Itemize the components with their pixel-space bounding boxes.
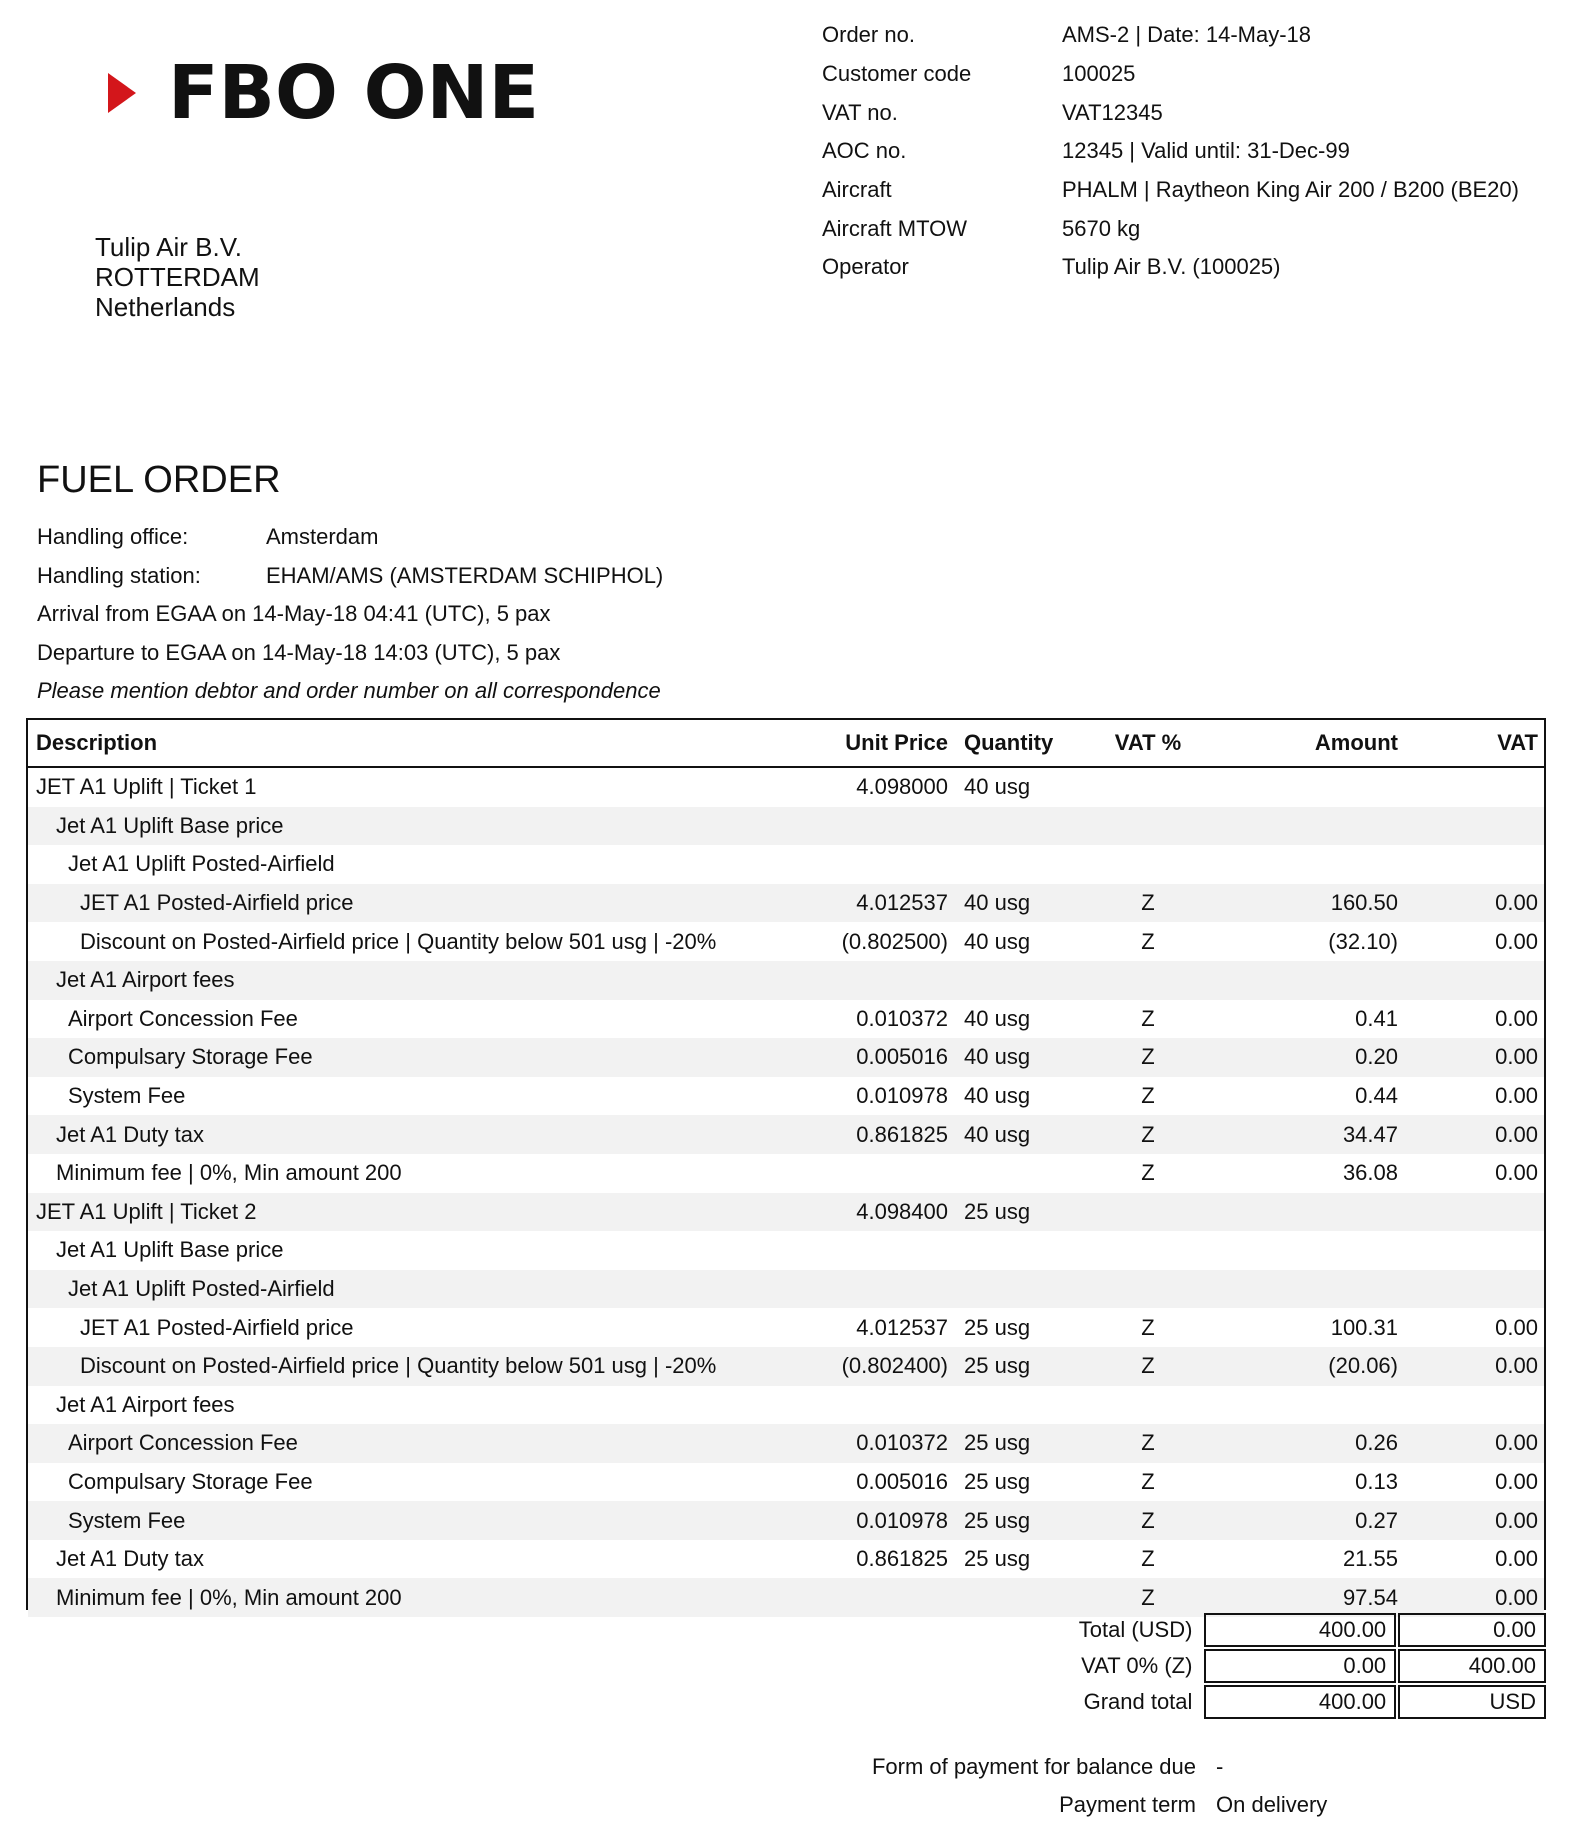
cell-quantity: 25 usg [964,1546,1031,1572]
totals-value-amount: 400.00 [1204,1685,1396,1719]
description-text: Minimum fee | 0%, Min amount 200 [56,1584,402,1610]
info-label: Order no. [822,22,915,48]
table-row [28,1231,1544,1270]
cell-description [28,1469,798,1495]
description-text: Jet A1 Uplift Base price [56,812,284,838]
info-value: 5670 kg [1062,215,1141,241]
table-row [28,1193,1544,1232]
payment-row [26,1748,1546,1786]
totals-value-amount: 400.00 [1204,1613,1396,1647]
table-row [28,1038,1544,1077]
cell-amount: 36.08 [1342,1160,1398,1186]
cell-description [28,1199,798,1225]
table-row [28,1540,1544,1579]
description-text: JET A1 Posted-Airfield price [80,1314,354,1340]
header-unit-price: Unit Price [845,730,948,755]
cell-quantity: 40 usg [964,890,1031,916]
info-row [822,132,1519,171]
cell-amount: (20.06) [1328,1353,1398,1379]
description-text: Jet A1 Duty tax [56,1121,204,1147]
cell-description [28,967,798,993]
info-label: Aircraft MTOW [822,215,968,241]
totals-value-amount: 0.00 [1204,1649,1396,1683]
payment-value: - [1216,1754,1224,1779]
cell-unit-price: 0.010372 [856,1005,948,1031]
cell-description [28,1237,798,1263]
cell-vat-pct: Z [1141,1507,1155,1533]
customer-address [95,232,260,322]
description-text: Jet A1 Uplift Base price [56,1237,284,1263]
info-label: AOC no. [822,138,907,164]
payment-label: Form of payment for balance due [871,1754,1196,1779]
cell-description [28,890,798,916]
cell-unit-price: 4.012537 [856,1314,948,1340]
cell-amount: 97.54 [1342,1584,1398,1610]
cell-quantity: 40 usg [964,928,1031,954]
cell-vat: 0.00 [1495,1121,1538,1147]
cell-amount: 21.55 [1342,1546,1398,1572]
handling-station-value: EHAM/AMS (AMSTERDAM SCHIPHOL) [266,562,664,588]
description-text: System Fee [68,1507,186,1533]
address-line: ROTTERDAM [95,262,260,292]
totals-label: Total (USD) [1078,1617,1193,1642]
cell-vat-pct: Z [1141,1160,1155,1186]
cell-description [28,1353,798,1379]
page-title: FUEL ORDER [37,459,281,501]
cell-quantity: 25 usg [964,1353,1031,1379]
cell-description [28,851,798,877]
table-row [28,1308,1544,1347]
info-row [822,55,1519,94]
payment-section [26,1748,1546,1824]
table-row [28,1115,1544,1154]
info-row [822,209,1519,248]
cell-description [28,1276,798,1302]
totals-row [26,1648,1546,1684]
cell-vat: 0.00 [1495,1507,1538,1533]
description-text: Jet A1 Airport fees [56,1391,235,1417]
cell-unit-price: 0.861825 [856,1121,948,1147]
cell-vat: 0.00 [1495,1314,1538,1340]
company-logo [108,50,540,136]
cell-quantity: 40 usg [964,1005,1031,1031]
cell-unit-price: 0.010978 [856,1083,948,1109]
table-body [28,768,1544,1617]
description-text: System Fee [68,1083,186,1109]
cell-description [28,1044,798,1070]
cell-amount: 0.20 [1355,1044,1398,1070]
info-label: Operator [822,254,909,280]
cell-description [28,929,798,955]
info-value: 100025 [1062,61,1136,87]
description-text: JET A1 Uplift | Ticket 2 [36,1198,257,1224]
description-text: JET A1 Uplift | Ticket 1 [36,774,257,800]
cell-description [28,1006,798,1032]
info-label: Customer code [822,61,972,87]
order-info [822,16,1519,287]
totals-label: VAT 0% (Z) [1081,1653,1193,1678]
info-value: 12345 | Valid until: 31-Dec-99 [1062,138,1350,164]
cell-quantity: 40 usg [964,1044,1031,1070]
totals-value-vat: 0.00 [1398,1613,1546,1647]
table-row [28,1463,1544,1502]
cell-description [28,1392,798,1418]
cell-description [28,1083,798,1109]
table-row [28,807,1544,846]
description-text: Discount on Posted-Airfield price | Quantity below 501 usg | -20% [80,1353,717,1379]
description-text: Compulsary Storage Fee [68,1468,313,1494]
cell-amount: 0.27 [1355,1507,1398,1533]
header-amount: Amount [1314,730,1398,755]
table-row [28,922,1544,961]
description-text: JET A1 Posted-Airfield price [80,890,354,916]
cell-amount: 100.31 [1330,1314,1398,1340]
cell-description [28,1160,798,1186]
departure-info: Departure to EGAA on 14-May-18 14:03 (UTC), 5 pax [37,639,561,665]
cell-unit-price: 0.010372 [856,1430,948,1456]
info-value: VAT12345 [1062,99,1163,125]
cell-quantity: 40 usg [964,1121,1031,1147]
table-row [28,961,1544,1000]
info-row [822,171,1519,210]
cell-vat-pct: Z [1141,1083,1155,1109]
table-row [28,884,1544,923]
cell-vat-pct: Z [1141,928,1155,954]
table-header [28,720,1544,768]
address-line: Tulip Air B.V. [95,232,242,262]
description-text: Jet A1 Uplift Posted-Airfield [68,1276,335,1302]
cell-vat: 0.00 [1495,1546,1538,1572]
cell-quantity: 25 usg [964,1507,1031,1533]
cell-amount: 0.26 [1355,1430,1398,1456]
cell-unit-price: 0.005016 [856,1044,948,1070]
payment-label: Payment term [1059,1792,1196,1817]
cell-quantity: 25 usg [964,1468,1031,1494]
cell-quantity: 40 usg [964,774,1031,800]
cell-unit-price: 0.005016 [856,1468,948,1494]
table-row [28,1154,1544,1193]
description-text: Airport Concession Fee [68,1430,298,1456]
description-text: Airport Concession Fee [68,1005,298,1031]
description-text: Minimum fee | 0%, Min amount 200 [56,1160,402,1186]
totals-row [26,1612,1546,1648]
cell-vat-pct: Z [1141,1005,1155,1031]
table-row [28,1000,1544,1039]
table-row [28,845,1544,884]
cell-amount: 0.41 [1355,1005,1398,1031]
cell-vat-pct: Z [1141,1430,1155,1456]
cell-description [28,1508,798,1534]
handling-office-label: Handling office: [37,524,189,550]
order-lines-table [26,718,1546,1610]
cell-vat: 0.00 [1495,1005,1538,1031]
description-text: Compulsary Storage Fee [68,1044,313,1070]
logo-text: FBO ONE [168,50,540,136]
cell-amount: 160.50 [1330,890,1398,916]
info-value: PHALM | Raytheon King Air 200 / B200 (BE20) [1062,177,1519,203]
info-row [822,16,1519,55]
cell-description [28,1122,798,1148]
handling-station-row [37,557,663,596]
cell-vat-pct: Z [1141,1121,1155,1147]
payment-value: On delivery [1216,1792,1328,1817]
totals-row [26,1684,1546,1720]
table-row [28,1077,1544,1116]
table-row [28,1347,1544,1386]
cell-vat-pct: Z [1141,1546,1155,1572]
totals-value-vat: 400.00 [1398,1649,1546,1683]
address-line: Netherlands [95,292,236,322]
cell-description [28,1585,798,1611]
cell-description [28,774,798,800]
info-value: Tulip Air B.V. (100025) [1062,254,1281,280]
cell-vat-pct: Z [1141,1353,1155,1379]
cell-vat: 0.00 [1495,1584,1538,1610]
cell-vat: 0.00 [1495,1353,1538,1379]
cell-quantity: 25 usg [964,1314,1031,1340]
cell-amount: 0.44 [1355,1083,1398,1109]
cell-vat: 0.00 [1495,1044,1538,1070]
info-label: VAT no. [822,99,898,125]
cell-description [28,1430,798,1456]
info-row [822,93,1519,132]
cell-description [28,813,798,839]
handling-details [37,518,663,711]
cell-vat: 0.00 [1495,1083,1538,1109]
cell-unit-price: 4.012537 [856,890,948,916]
cell-quantity: 25 usg [964,1430,1031,1456]
logo-arrow-icon [108,73,136,113]
cell-description [28,1546,798,1572]
cell-vat: 0.00 [1495,928,1538,954]
cell-amount: (32.10) [1328,928,1398,954]
cell-amount: 0.13 [1355,1468,1398,1494]
totals-value-vat: USD [1398,1685,1546,1719]
header-description: Description [36,730,158,755]
cell-vat: 0.00 [1495,1160,1538,1186]
header-vat: VAT [1497,730,1538,755]
description-text: Discount on Posted-Airfield price | Quantity below 501 usg | -20% [80,928,717,954]
totals-section [26,1612,1546,1720]
payment-row [26,1786,1546,1824]
totals-label: Grand total [1083,1689,1193,1714]
cell-amount: 34.47 [1342,1121,1398,1147]
cell-vat: 0.00 [1495,1430,1538,1456]
cell-vat-pct: Z [1141,1044,1155,1070]
header-quantity: Quantity [964,730,1054,755]
description-text: Jet A1 Duty tax [56,1546,204,1572]
table-row [28,1386,1544,1425]
table-row [28,1501,1544,1540]
cell-vat-pct: Z [1141,1314,1155,1340]
table-row [28,1270,1544,1309]
info-value: AMS-2 | Date: 14-May-18 [1062,22,1312,48]
cell-unit-price: 0.861825 [856,1546,948,1572]
correspondence-note: Please mention debtor and order number on all correspondence [37,678,661,704]
handling-office-value: Amsterdam [266,524,379,550]
table-row [28,1424,1544,1463]
cell-unit-price: 4.098000 [856,774,948,800]
arrival-info: Arrival from EGAA on 14-May-18 04:41 (UTC), 5 pax [37,601,551,627]
cell-unit-price: (0.802400) [841,1353,948,1379]
header-vat-pct: VAT % [1114,730,1182,755]
handling-office-row [37,518,663,557]
cell-unit-price: 4.098400 [856,1198,948,1224]
cell-quantity: 25 usg [964,1198,1031,1224]
cell-vat: 0.00 [1495,890,1538,916]
cell-unit-price: (0.802500) [841,928,948,954]
handling-station-label: Handling station: [37,562,201,588]
cell-quantity: 40 usg [964,1083,1031,1109]
cell-vat: 0.00 [1495,1468,1538,1494]
cell-vat-pct: Z [1141,890,1155,916]
info-row [822,248,1519,287]
cell-vat-pct: Z [1141,1468,1155,1494]
cell-vat-pct: Z [1141,1584,1155,1610]
info-label: Aircraft [822,177,892,203]
description-text: Jet A1 Airport fees [56,967,235,993]
cell-description [28,1315,798,1341]
cell-unit-price: 0.010978 [856,1507,948,1533]
description-text: Jet A1 Uplift Posted-Airfield [68,851,335,877]
table-row [28,768,1544,807]
